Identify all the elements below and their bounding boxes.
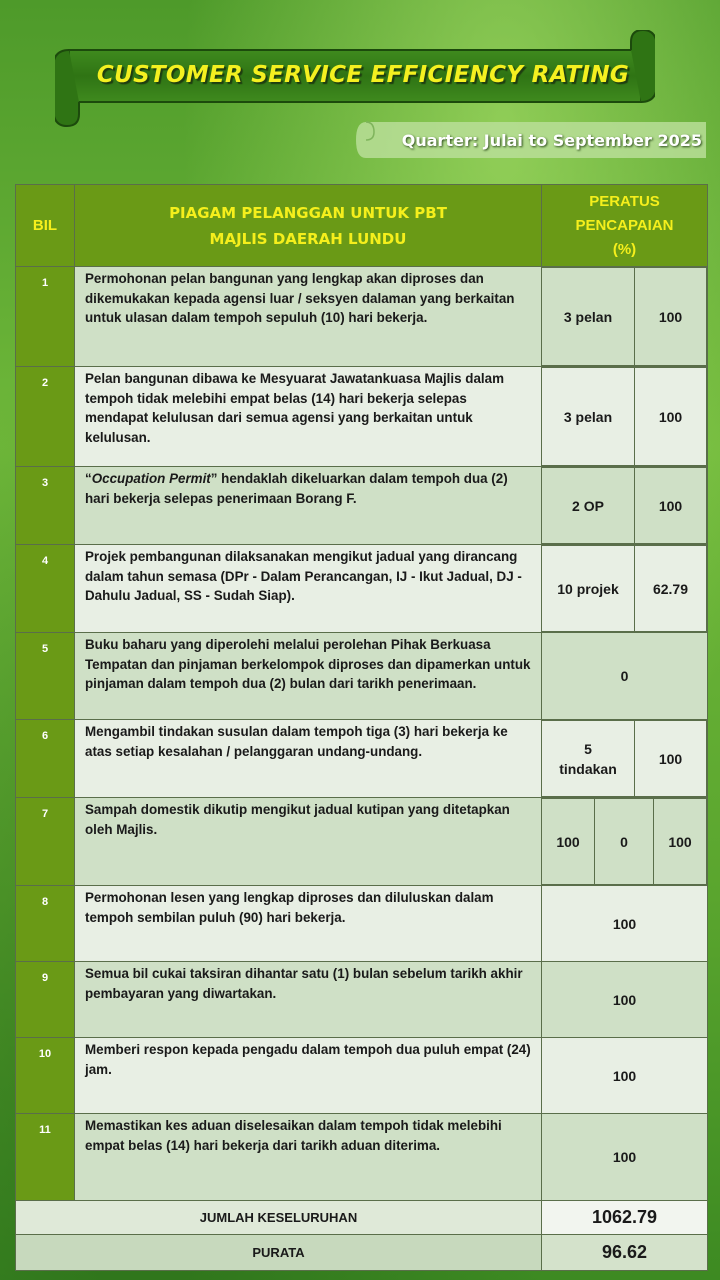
row-count-line2: tindakan xyxy=(559,760,617,777)
row-description: Sampah domestik dikutip mengikut jadual kutipan yang ditetapkan oleh Majlis. xyxy=(75,798,542,886)
total-row xyxy=(16,1201,708,1235)
total-value: 1062.79 xyxy=(542,1201,708,1235)
table-row xyxy=(16,467,708,545)
row-count-line1: 5 xyxy=(584,740,592,757)
row-value: 0 xyxy=(542,633,708,720)
row-values xyxy=(542,467,708,545)
row-percent: 100 xyxy=(635,268,707,366)
average-label: PURATA xyxy=(16,1235,542,1271)
row-count: 2 OP xyxy=(542,468,635,544)
row-number: 7 xyxy=(16,798,75,886)
quarter-banner xyxy=(356,118,710,162)
table-row xyxy=(16,798,708,886)
row-description: Memberi respon kepada pengadu dalam tempoh dua puluh empat (24) jam. xyxy=(75,1038,542,1114)
open-quote: “ xyxy=(85,471,92,486)
row-values xyxy=(542,267,708,367)
table-header-row xyxy=(16,185,708,267)
row-number: 8 xyxy=(16,886,75,962)
header-peratus xyxy=(542,185,708,267)
header-peratus-line2: PENCAPAIAN xyxy=(575,216,674,234)
title-banner xyxy=(55,30,655,120)
average-row xyxy=(16,1235,708,1271)
row-number: 11 xyxy=(16,1114,75,1201)
occupation-permit-term: Occupation Permit xyxy=(91,471,211,486)
row-number: 1 xyxy=(16,267,75,367)
table-row xyxy=(16,1038,708,1114)
row-number: 3 xyxy=(16,467,75,545)
row-percent: 62.79 xyxy=(635,546,707,632)
table-row xyxy=(16,720,708,798)
row-value: 100 xyxy=(542,1114,708,1201)
row-value: 100 xyxy=(542,1038,708,1114)
row-values xyxy=(542,720,708,798)
row-value: 100 xyxy=(542,886,708,962)
row-description: Projek pembangunan dilaksanakan mengikut jadual yang dirancang dalam tahun semasa (DPr - Dalam Perancangan, IJ - Ikut Jadual, DJ - Dahulu Jadual, SS - Sudah Siap). xyxy=(75,545,542,633)
row-count: 3 pelan xyxy=(542,268,635,366)
row-description: Memastikan kes aduan diselesaikan dalam tempoh tidak melebihi empat belas (14) hari bekerja dari tarikh aduan diterima. xyxy=(75,1114,542,1201)
row-percent: 100 xyxy=(635,721,707,797)
table-row xyxy=(16,1114,708,1201)
table-row xyxy=(16,545,708,633)
row-description: Permohonan pelan bangunan yang lengkap akan diproses dan dikemukakan kepada agensi luar / seksyen dalaman yang berkaitan untuk ulasan dalam tempoh sepuluh (10) hari bekerja. xyxy=(75,267,542,367)
table-row xyxy=(16,886,708,962)
header-piagam xyxy=(75,185,542,267)
row-number: 5 xyxy=(16,633,75,720)
row-values xyxy=(542,367,708,467)
row-description: Buku baharu yang diperolehi melalui perolehan Pihak Berkuasa Tempatan dan pinjaman berkelompok diproses dan dipamerkan untuk pinjaman dalam tempoh dua (2) bulan dari tarikh penerimaan. xyxy=(75,633,542,720)
table-row xyxy=(16,367,708,467)
row-value-2: 0 xyxy=(595,799,654,885)
page-title: CUSTOMER SERVICE EFFICIENCY RATING xyxy=(96,62,630,88)
row-values xyxy=(542,798,708,886)
header-peratus-line3: (%) xyxy=(612,240,637,258)
row-number: 9 xyxy=(16,962,75,1038)
row-count: 10 projek xyxy=(542,546,635,632)
header-bil: BIL xyxy=(16,185,75,267)
row-description: Mengambil tindakan susulan dalam tempoh tiga (3) hari bekerja ke atas setiap kesalahan / pelanggaran undang-undang. xyxy=(75,720,542,798)
header-piagam-line1: PIAGAM PELANGGAN UNTUK PBT xyxy=(169,203,447,222)
row-values xyxy=(542,545,708,633)
row-percent: 100 xyxy=(635,468,707,544)
customer-charter-table xyxy=(15,184,708,1271)
table-row xyxy=(16,962,708,1038)
row-value: 100 xyxy=(542,962,708,1038)
row-description: Semua bil cukai taksiran dihantar satu (1) bulan sebelum tarikh akhir pembayaran yang diwartakan. xyxy=(75,962,542,1038)
header-piagam-line2: MAJLIS DAERAH LUNDU xyxy=(209,229,407,248)
table-row xyxy=(16,633,708,720)
row-description: Pelan bangunan dibawa ke Mesyuarat Jawatankuasa Majlis dalam tempoh tidak melebihi empat belas (14) hari bekerja selepas mendapat kelulusan dari semua agensi yang berkaitan untuk kelulusan. xyxy=(75,367,542,467)
row-number: 2 xyxy=(16,367,75,467)
row-number: 10 xyxy=(16,1038,75,1114)
row-percent: 100 xyxy=(635,368,707,466)
average-value: 96.62 xyxy=(542,1235,708,1271)
header-peratus-line1: PERATUS xyxy=(589,192,660,210)
quarter-label: Quarter: Julai to September 2025 xyxy=(401,131,702,150)
row-description-rest: ” hendaklah dikeluarkan dalam tempoh dua (2) hari bekerja selepas penerimaan Borang F. xyxy=(85,471,508,506)
row-count xyxy=(542,721,635,797)
row-value-3: 100 xyxy=(654,799,707,885)
row-value-1: 100 xyxy=(542,799,595,885)
row-count: 3 pelan xyxy=(542,368,635,466)
row-number: 4 xyxy=(16,545,75,633)
row-description xyxy=(75,467,542,545)
table-row xyxy=(16,267,708,367)
row-description: Permohonan lesen yang lengkap diproses dan diluluskan dalam tempoh sembilan puluh (90) hari bekerja. xyxy=(75,886,542,962)
row-number: 6 xyxy=(16,720,75,798)
total-label: JUMLAH KESELURUHAN xyxy=(16,1201,542,1235)
